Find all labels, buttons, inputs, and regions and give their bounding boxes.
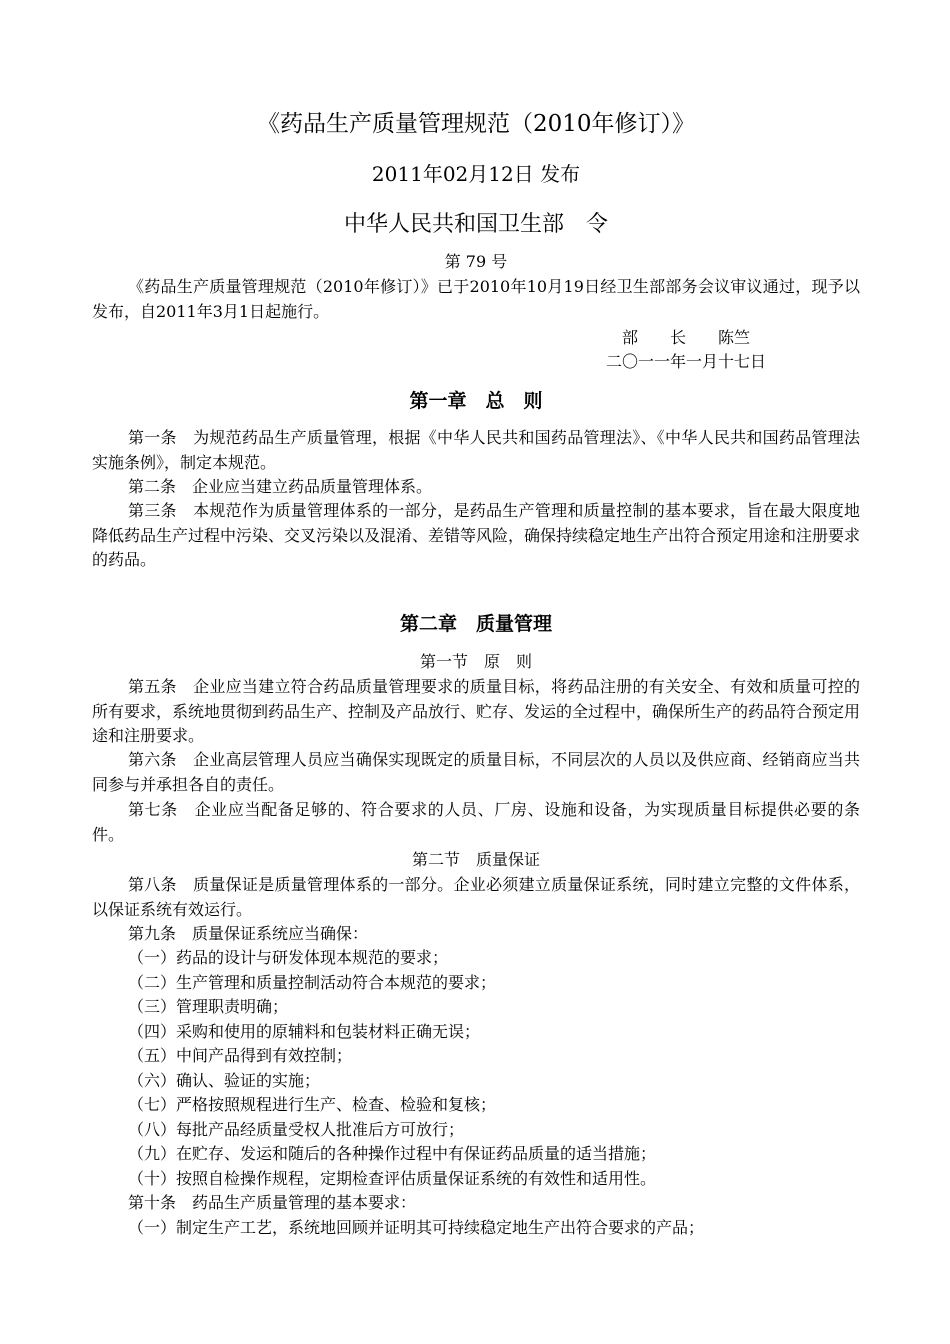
- signature: 部 长 陈竺: [622, 328, 751, 347]
- article-9: 第九条 质量保证系统应当确保：: [128, 924, 369, 943]
- section-2-heading: 第二节 质量保证: [411, 850, 540, 869]
- article-9-item-8: （八）每批产品经质量受权人批准后方可放行；: [128, 1120, 465, 1139]
- signature-date: 二〇一一年一月十七日: [606, 352, 767, 371]
- section-1-heading: 第一节 原 则: [419, 652, 532, 671]
- article-5: 第五条 企业应当建立符合药品质量管理要求的质量目标，将药品注册的有关安全、有效和质量可控的所有要求，系统地贯彻到药品生产、控制及产品放行、贮存、发运的全过程中，确保所生产的药品符合预定用途和注册要求。: [92, 677, 861, 745]
- decree-title: 中华人民共和国卫生部 令: [343, 212, 608, 237]
- article-9-item-2: （二）生产管理和质量控制活动符合本规范的要求；: [128, 973, 497, 992]
- document-title: 《药品生产质量管理规范（2010年修订）》: [256, 111, 696, 137]
- article-2: 第二条 企业应当建立药品质量管理体系。: [128, 477, 433, 496]
- publish-date: 2011年02月12日 发布: [371, 162, 581, 186]
- article-9-item-10: （十）按照自检操作规程，定期检查评估质量保证系统的有效性和适用性。: [128, 1169, 657, 1188]
- article-6: 第六条 企业高层管理人员应当确保实现既定的质量目标，不同层次的人员以及供应商、经销商应当共同参与并承担各自的责任。: [92, 750, 860, 794]
- article-10: 第十条 药品生产质量管理的基本要求：: [128, 1193, 417, 1212]
- article-9-item-9: （九）在贮存、发运和随后的各种操作过程中有保证药品质量的适当措施；: [128, 1144, 657, 1163]
- article-9-item-5: （五）中间产品得到有效控制；: [128, 1046, 353, 1065]
- article-9-item-7: （七）严格按照规程进行生产、检查、检验和复核；: [128, 1095, 497, 1114]
- chapter-1-heading: 第一章 总 则: [409, 390, 543, 412]
- article-9-item-1: （一）药品的设计与研发体现本规范的要求；: [128, 948, 449, 967]
- chapter-2-heading: 第二章 质量管理: [399, 613, 552, 635]
- article-9-item-3: （三）管理职责明确；: [128, 997, 289, 1016]
- article-9-item-6: （六）确认、验证的实施；: [128, 1071, 321, 1090]
- decree-body: 《药品生产质量管理规范（2010年修订）》已于2010年10月19日经卫生部部务会议审议通过，现予以发布，自2011年3月1日起施行。: [92, 277, 860, 321]
- decree-number: 第 79 号: [444, 252, 508, 271]
- article-10-item-1: （一）制定生产工艺，系统地回顾并证明其可持续稳定地生产出符合要求的产品；: [128, 1218, 705, 1237]
- article-8: 第八条 质量保证是质量管理体系的一部分。企业必须建立质量保证系统，同时建立完整的文件体系，以保证系统有效运行。: [92, 875, 860, 919]
- article-3: 第三条 本规范作为质量管理体系的一部分，是药品生产管理和质量控制的基本要求，旨在最大限度地降低药品生产过程中污染、交叉污染以及混淆、差错等风险，确保持续稳定地生产出符合预定用途和注册要求的药品。: [92, 501, 861, 569]
- article-1: 第一条 为规范药品生产质量管理，根据《中华人民共和国药品管理法》、《中华人民共和国药品管理法实施条例》，制定本规范。: [92, 428, 860, 472]
- article-9-item-4: （四）采购和使用的原辅料和包装材料正确无误；: [128, 1022, 481, 1041]
- article-7: 第七条 企业应当配备足够的、符合要求的人员、厂房、设施和设备，为实现质量目标提供必要的条件。: [92, 800, 860, 844]
